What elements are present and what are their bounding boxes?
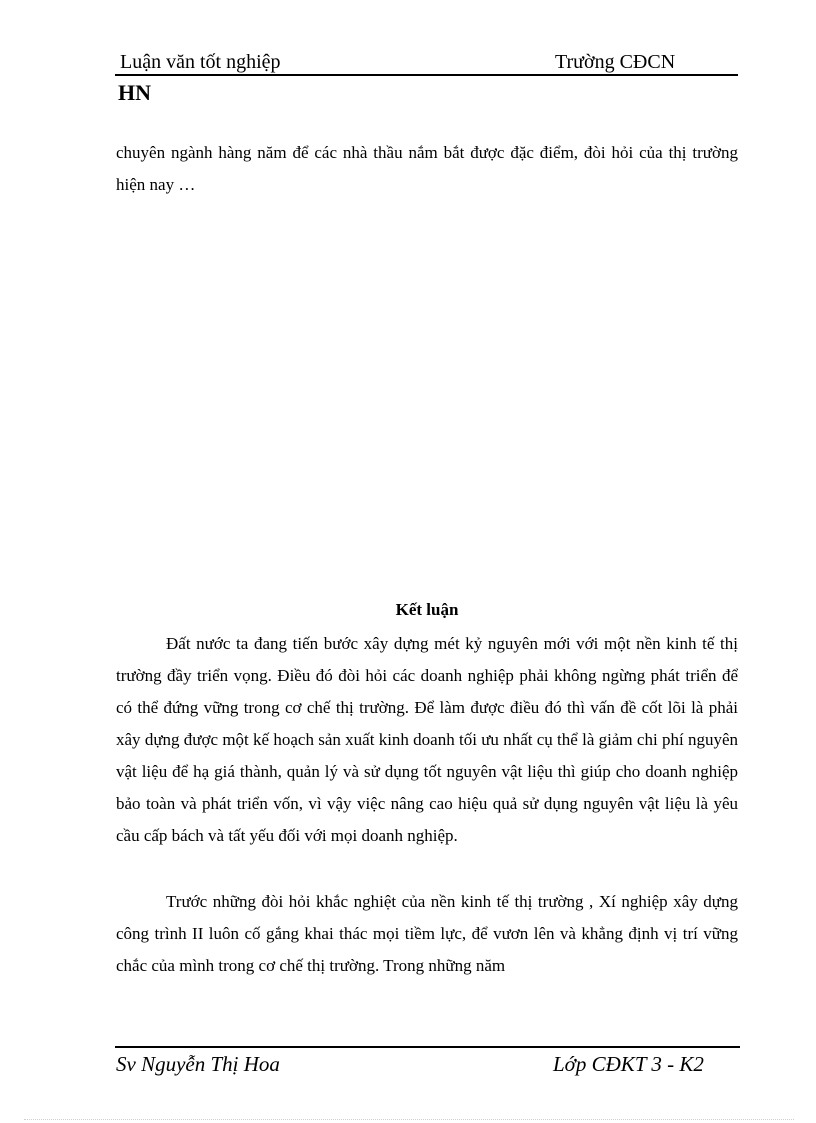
conclusion-paragraph-2: Trước những đòi hỏi khắc nghiệt của nền kinh tế thị trường , Xí nghiệp xây dựng công trình II luôn cố gắng khai thác mọi tiềm lực, để vươn lên và khẳng định vị trí vững chắc của mình trong cơ chế thị trường. Trong những năm <box>116 892 738 975</box>
page-edge <box>24 1119 794 1120</box>
header-title: Luận văn tốt nghiệp <box>120 51 281 73</box>
header-school-continuation: HN <box>118 80 151 105</box>
header-rule <box>115 74 738 76</box>
footer-student: Sv Nguyễn Thị Hoa <box>116 1052 280 1076</box>
conclusion-paragraph-1: Đất nước ta đang tiến bước xây dựng mét kỷ nguyên mới với một nền kinh tế thị trường đầy triển vọng. Điều đó đòi hỏi các doanh nghiệp phải không ngừng phát triển để có thể đứng vững trong cơ chế thị trường. Để làm được điều đó thì vấn đề cốt lõi là phải xây dựng được một kế hoạch sản xuất kinh doanh tối ưu nhất cụ thể là giảm chi phí nguyên vật liệu để hạ giá thành, quản lý và sử dụng tốt nguyên vật liệu thì giúp cho doanh nghiệp bảo toàn và phát triển vốn, vì vậy việc nâng cao hiệu quả sử dụng nguyên vật liệu là yêu cầu cấp bách và tất yếu đối với mọi doanh nghiệp. <box>116 634 738 845</box>
section-title: Kết luận <box>395 600 459 619</box>
header-school: Trường CĐCN <box>555 51 676 73</box>
footer-rule <box>115 1046 740 1048</box>
footer-class: Lớp CĐKT 3 - K2 <box>553 1052 704 1076</box>
intro-paragraph: chuyên ngành hàng năm để các nhà thầu nắm bắt được đặc điểm, đòi hỏi của thị trường hiện nay … <box>116 143 738 194</box>
